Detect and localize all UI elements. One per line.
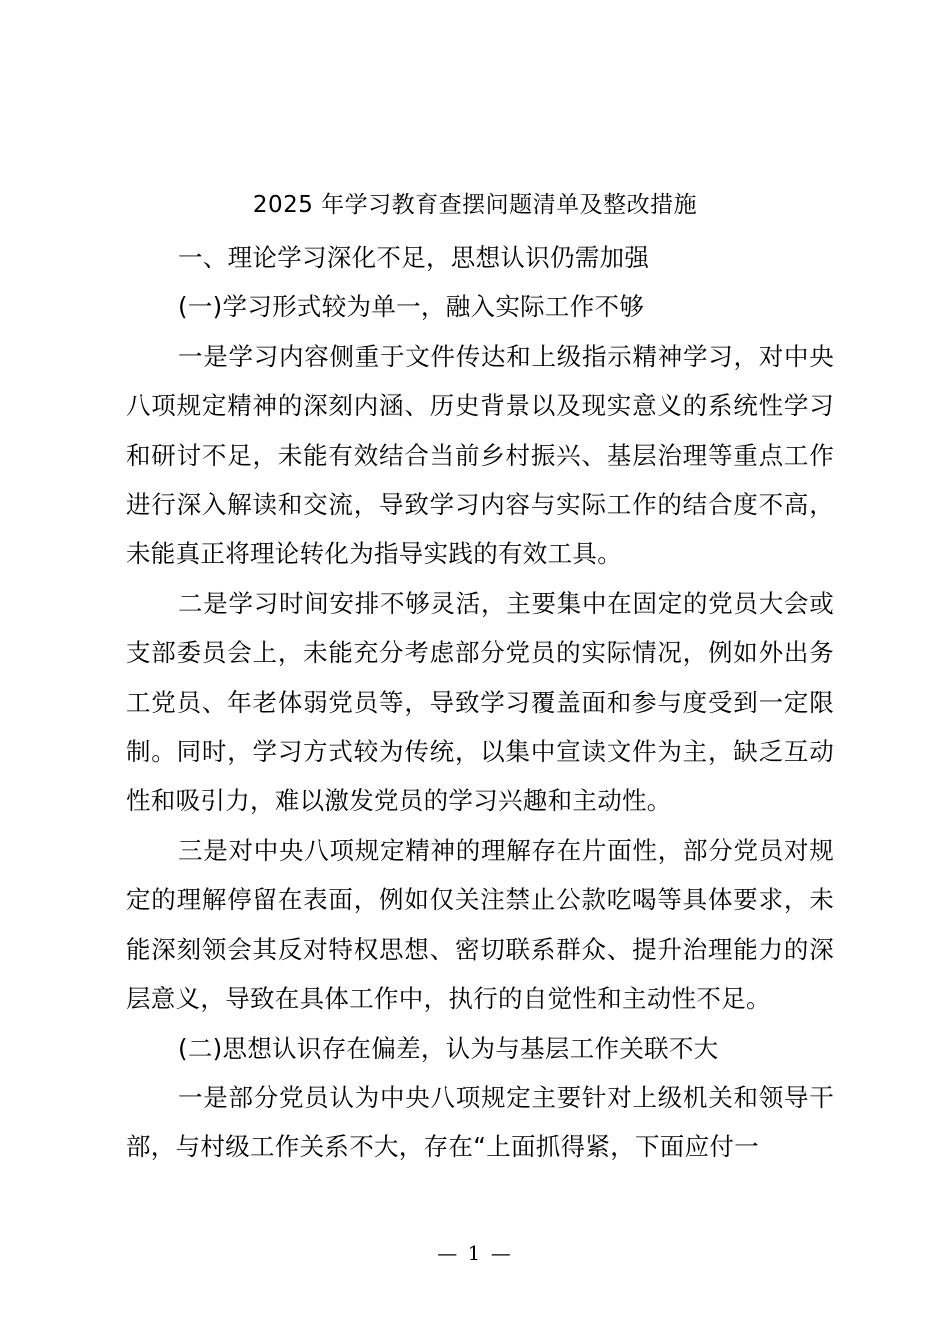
subsection-heading: (二)思想认识存在偏差，认为与基层工作关联不大 xyxy=(178,1033,719,1063)
subsection-heading: (一)学习形式较为单一，融入实际工作不够 xyxy=(178,292,645,322)
page-number: — 1 — xyxy=(437,1241,513,1265)
body-paragraph: 二是学习时间安排不够灵活，主要集中在固定的党员大会或支部委员会上，未能充分考虑部分党员的实际情况，例如外出务工党员、年老体弱党员等，导致学习覆盖面和参与度受到一定限制。同时，学习方式较为传统，以集中宣读文件为主，缺乏互动性和吸引力，难以激发党员的学习兴趣和主动性。 xyxy=(126,588,834,816)
section-heading: 一、理论学习深化不足，思想认识仍需加强 xyxy=(178,243,650,272)
body-paragraph: 一是学习内容侧重于文件传达和上级指示精神学习，对中央八项规定精神的深刻内涵、历史背景以及现实意义的系统性学习和研讨不足，未能有效结合当前乡村振兴、基层治理等重点工作进行深入解读和交流，导致学习内容与实际工作的结合度不高，未能真正将理论转化为指导实践的有效工具。 xyxy=(126,341,834,569)
body-paragraph: 一是部分党员认为中央八项规定主要针对上级机关和领导干部，与村级工作关系不大，存在“上面抓得紧，下面应付一 xyxy=(126,1082,834,1162)
document-body xyxy=(126,233,834,1172)
body-paragraph: 三是对中央八项规定精神的理解存在片面性，部分党员对规定的理解停留在表面，例如仅关注禁止公款吃喝等具体要求，未能深刻领会其反对特权思想、密切联系群众、提升治理能力的深层意义，导致在具体工作中，执行的自觉性和主动性不足。 xyxy=(126,835,834,1014)
document-title: 2025 年学习教育查摆问题清单及整改措施 xyxy=(252,192,698,218)
